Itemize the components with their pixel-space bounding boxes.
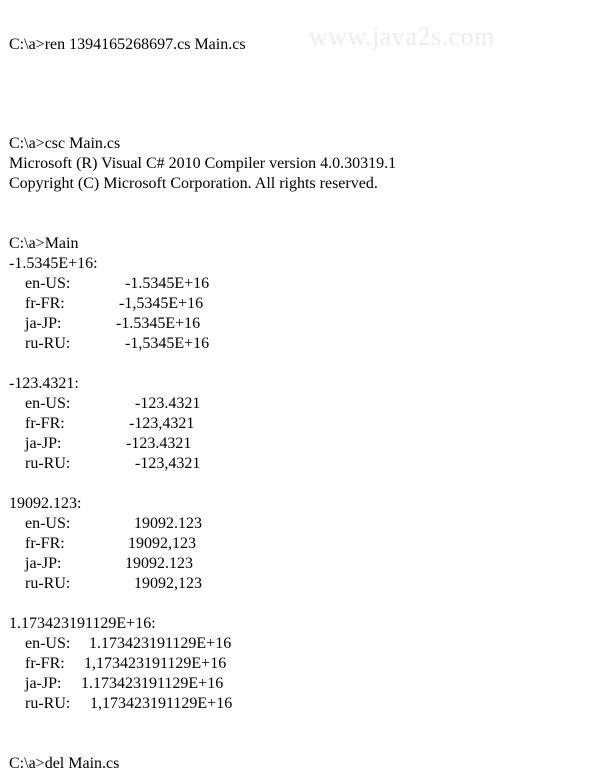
culture-label: ru-RU: [25,455,71,472]
value-block-header: -123.4321: [9,375,79,392]
culture-label: ja-JP: [25,675,62,692]
console-command-ren: C:\a>ren 1394165268697.cs Main.cs [9,36,246,53]
formatted-value: -123,4321 [135,455,201,472]
copyright-line: Copyright (C) Microsoft Corporation. All rights reserved. [9,175,378,192]
value-block-header: 19092.123: [9,495,82,512]
formatted-value: -123,4321 [129,415,195,432]
formatted-value: 19092,123 [128,535,196,552]
value-block-header: -1.5345E+16: [9,255,98,272]
compiler-version-line: Microsoft (R) Visual C# 2010 Compiler version 4.0.30319.1 [9,155,397,172]
formatted-value: -1.5345E+16 [116,315,201,332]
formatted-value: 19092.123 [125,555,193,572]
value-block-header: 1.173423191129E+16: [9,615,156,632]
console-command-csc: C:\a>csc Main.cs [9,135,121,152]
culture-label: en-US: [25,395,71,412]
formatted-value: -1.5345E+16 [125,275,210,292]
culture-label: ru-RU: [25,575,71,592]
formatted-value: 1.173423191129E+16 [81,675,224,692]
culture-label: en-US: [25,635,71,652]
formatted-value: 19092.123 [134,515,202,532]
culture-label: fr-FR: [25,415,65,432]
culture-label: ja-JP: [25,315,62,332]
formatted-value: -123.4321 [126,435,192,452]
culture-label: en-US: [25,275,71,292]
culture-label: ru-RU: [25,695,71,712]
formatted-value: 1.173423191129E+16 [89,635,232,652]
culture-label: ja-JP: [25,555,62,572]
formatted-value: 1,173423191129E+16 [90,695,233,712]
culture-label: en-US: [25,515,71,532]
formatted-value: 1,173423191129E+16 [84,655,227,672]
console-command-del: C:\a>del Main.cs [9,755,120,772]
console-command-main: C:\a>Main [9,235,79,252]
culture-label: fr-FR: [25,535,65,552]
culture-label: fr-FR: [25,295,65,312]
formatted-value: -123.4321 [135,395,201,412]
formatted-value: 19092,123 [134,575,202,592]
culture-label: ru-RU: [25,335,71,352]
culture-label: ja-JP: [25,435,62,452]
watermark-text: www.java2s.com [309,22,495,51]
formatted-value: -1,5345E+16 [125,335,210,352]
formatted-value: -1,5345E+16 [119,295,204,312]
culture-label: fr-FR: [25,655,65,672]
